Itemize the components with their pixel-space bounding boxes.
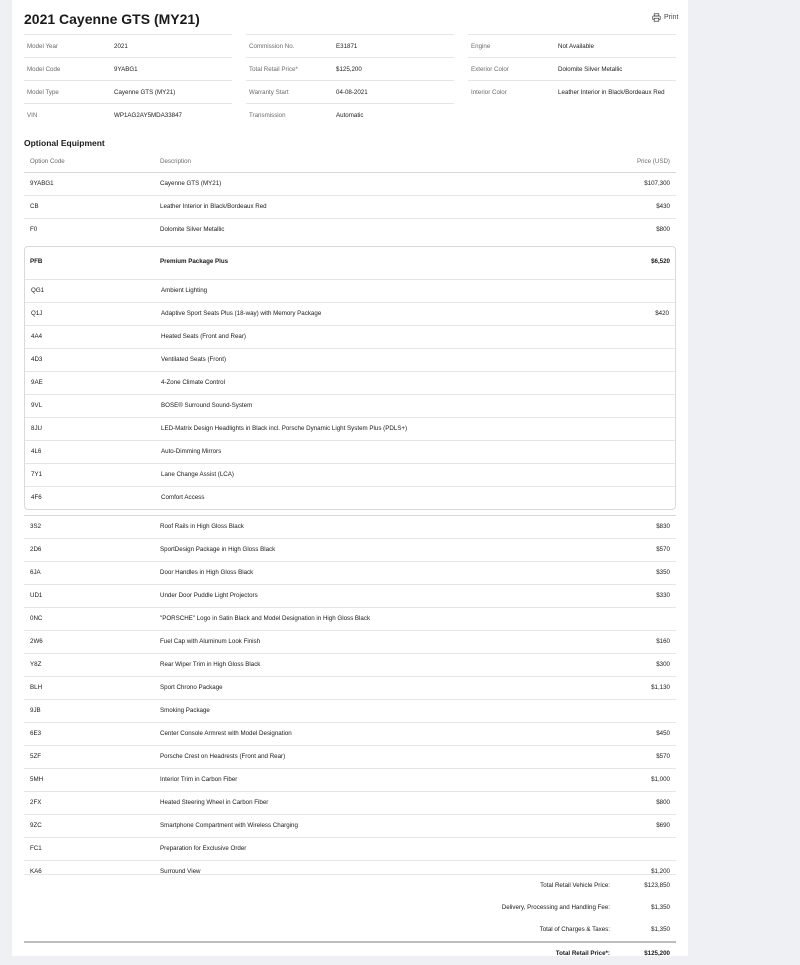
table-row bbox=[24, 837, 676, 860]
spec-value: $125,200 bbox=[336, 65, 362, 73]
spec-value: Leather Interior in Black/Bordeaux Red bbox=[558, 88, 665, 96]
option-price: $430 bbox=[656, 203, 670, 210]
package-item-row bbox=[25, 371, 675, 394]
total-label: Delivery, Processing and Handling Fee: bbox=[501, 904, 610, 911]
package-item-row bbox=[25, 394, 675, 417]
package-description: Premium Package Plus bbox=[160, 258, 229, 265]
option-code: 8JU bbox=[31, 425, 43, 432]
option-code: 9JB bbox=[30, 707, 41, 714]
grand-total-row bbox=[24, 941, 676, 965]
option-description: "PORSCHE" Logo in Satin Black and Model Designation in High Gloss Black bbox=[160, 615, 371, 622]
table-row bbox=[24, 538, 676, 561]
spec-row bbox=[24, 57, 232, 80]
option-description: Center Console Armrest with Model Designation bbox=[160, 730, 292, 737]
table-header bbox=[24, 153, 676, 172]
grand-total-label: Total Retail Price*: bbox=[555, 950, 610, 957]
total-value: $1,350 bbox=[651, 926, 670, 933]
option-code: 9VL bbox=[31, 402, 43, 409]
option-description: 4-Zone Climate Control bbox=[161, 379, 225, 386]
package-item-row bbox=[25, 279, 675, 302]
option-price: $690 bbox=[656, 822, 670, 829]
section-heading: Optional Equipment bbox=[24, 138, 105, 148]
package-item-row bbox=[25, 486, 675, 509]
table-row bbox=[24, 699, 676, 722]
price-totals bbox=[24, 874, 676, 965]
table-row bbox=[24, 630, 676, 653]
option-price: $350 bbox=[656, 569, 670, 576]
option-description: Cayenne GTS (MY21) bbox=[160, 180, 222, 187]
spec-label: Total Retail Price* bbox=[249, 65, 298, 73]
option-code: 6E3 bbox=[30, 730, 42, 737]
option-code: 7Y1 bbox=[31, 471, 43, 478]
table-row bbox=[24, 607, 676, 630]
spec-label: Model Type bbox=[27, 88, 59, 96]
spec-row bbox=[468, 80, 676, 103]
option-code: 4F6 bbox=[31, 494, 42, 501]
spec-row bbox=[24, 34, 232, 57]
option-description: Dolomite Silver Metallic bbox=[160, 226, 225, 233]
grand-total-value: $125,200 bbox=[644, 950, 670, 957]
spec-value: WP1AG2AY5MDA33847 bbox=[114, 111, 182, 119]
spec-label: Model Code bbox=[27, 65, 61, 73]
page-title: 2021 Cayenne GTS (MY21) bbox=[24, 11, 200, 27]
option-code: KA6 bbox=[30, 868, 42, 875]
table-row bbox=[24, 676, 676, 699]
table-row bbox=[24, 653, 676, 676]
table-row bbox=[24, 584, 676, 607]
printer-icon bbox=[652, 13, 661, 22]
table-row bbox=[24, 722, 676, 745]
option-price: $107,300 bbox=[644, 180, 670, 187]
option-description: Ambient Lighting bbox=[161, 287, 208, 294]
option-code: 4D3 bbox=[31, 356, 43, 363]
column-header-description: Description bbox=[160, 158, 191, 165]
spec-row bbox=[24, 80, 232, 103]
option-code: CB bbox=[30, 203, 39, 210]
option-code: 4L6 bbox=[31, 448, 42, 455]
total-row bbox=[24, 919, 676, 941]
option-price: $800 bbox=[656, 799, 670, 806]
option-price: $570 bbox=[656, 546, 670, 553]
premium-package-group bbox=[24, 246, 676, 510]
option-price: $570 bbox=[656, 753, 670, 760]
option-description: Door Handles in High Gloss Black bbox=[160, 569, 254, 576]
package-header-row bbox=[25, 247, 675, 279]
option-code: 5MH bbox=[30, 776, 44, 783]
option-description: Roof Rails in High Gloss Black bbox=[160, 523, 244, 530]
option-code: Q1J bbox=[31, 310, 43, 317]
spec-value: Cayenne GTS (MY21) bbox=[114, 88, 176, 96]
column-header-code: Option Code bbox=[30, 158, 65, 165]
package-item-row bbox=[25, 417, 675, 440]
option-description: BOSE® Surround Sound-System bbox=[161, 402, 253, 409]
total-value: $123,850 bbox=[644, 882, 670, 889]
spec-value: Automatic bbox=[336, 111, 364, 119]
option-description: SportDesign Package in High Gloss Black bbox=[160, 546, 276, 553]
table-row bbox=[24, 195, 676, 218]
option-description: Auto-Dimming Mirrors bbox=[161, 448, 222, 455]
column-header-price: Price (USD) bbox=[636, 158, 670, 165]
specs-column bbox=[246, 34, 454, 126]
spec-row bbox=[246, 34, 454, 57]
package-item-row bbox=[25, 325, 675, 348]
spec-row bbox=[468, 34, 676, 57]
option-description: Comfort Access bbox=[161, 494, 205, 501]
option-description: Smoking Package bbox=[160, 707, 210, 714]
option-description: Rear Wiper Trim in High Gloss Black bbox=[160, 661, 261, 668]
specs-column bbox=[24, 34, 232, 126]
option-code: 5ZF bbox=[30, 753, 42, 760]
option-description: Leather Interior in Black/Bordeaux Red bbox=[160, 203, 267, 210]
option-price: $1,130 bbox=[651, 684, 670, 691]
option-code: 6JA bbox=[30, 569, 41, 576]
total-label: Total of Charges & Taxes: bbox=[539, 926, 610, 933]
option-description: Under Door Puddle Light Projectors bbox=[160, 592, 258, 599]
option-description: Preparation for Exclusive Order bbox=[160, 845, 247, 852]
package-item-row bbox=[25, 440, 675, 463]
option-description: Heated Steering Wheel in Carbon Fiber bbox=[160, 799, 269, 806]
spec-label: Transmission bbox=[249, 111, 286, 119]
option-code: 4A4 bbox=[31, 333, 43, 340]
option-code: 2W6 bbox=[30, 638, 43, 645]
option-price: $420 bbox=[655, 310, 669, 317]
spec-label: Engine bbox=[471, 42, 491, 50]
spec-label: Warranty Start bbox=[249, 88, 289, 96]
option-code: QG1 bbox=[31, 287, 45, 294]
option-code: 9YABG1 bbox=[30, 180, 54, 187]
option-description: Heated Seats (Front and Rear) bbox=[161, 333, 246, 340]
option-price: $450 bbox=[656, 730, 670, 737]
option-code: 2D6 bbox=[30, 546, 42, 553]
option-price: $330 bbox=[656, 592, 670, 599]
option-code: 0NC bbox=[30, 615, 43, 622]
option-price: $1,000 bbox=[651, 776, 670, 783]
print-label: Print bbox=[664, 14, 679, 21]
table-row bbox=[24, 561, 676, 584]
total-row bbox=[24, 874, 676, 897]
option-code: BLH bbox=[30, 684, 43, 691]
option-description: Fuel Cap with Aluminum Look Finish bbox=[160, 638, 261, 645]
spec-value: Not Available bbox=[558, 42, 595, 50]
spec-row bbox=[246, 57, 454, 80]
package-item-row bbox=[25, 463, 675, 486]
option-code: F0 bbox=[30, 226, 38, 233]
option-description: Interior Trim in Carbon Fiber bbox=[160, 776, 238, 783]
option-price: $160 bbox=[656, 638, 670, 645]
option-description: Porsche Crest on Headrests (Front and Rear) bbox=[160, 753, 286, 760]
package-item-row bbox=[25, 302, 675, 325]
option-description: Ventilated Seats (Front) bbox=[161, 356, 227, 363]
package-code: PFB bbox=[30, 258, 43, 265]
spec-value: 9YABG1 bbox=[114, 65, 138, 73]
option-description: LED-Matrix Design Headlights in Black incl. Porsche Dynamic Light System Plus (PDLS+) bbox=[161, 425, 408, 432]
equipment-table bbox=[24, 172, 676, 883]
option-code: 9ZC bbox=[30, 822, 42, 829]
spec-row bbox=[468, 57, 676, 80]
option-code: FC1 bbox=[30, 845, 42, 852]
spec-value: 2021 bbox=[114, 42, 128, 50]
option-code: 3S2 bbox=[30, 523, 42, 530]
vehicle-details-card bbox=[12, 0, 688, 956]
spec-label: Model Year bbox=[27, 42, 58, 50]
spec-value: E31871 bbox=[336, 42, 358, 50]
spec-label: Interior Color bbox=[471, 88, 507, 96]
spec-row bbox=[246, 103, 454, 126]
spec-label: Exterior Color bbox=[471, 65, 509, 73]
spec-value: Dolomite Silver Metallic bbox=[558, 65, 623, 73]
option-description: Smartphone Compartment with Wireless Charging bbox=[160, 822, 298, 829]
option-price: $830 bbox=[656, 523, 670, 530]
spec-row bbox=[246, 80, 454, 103]
total-row bbox=[24, 897, 676, 919]
table-row bbox=[24, 745, 676, 768]
table-row bbox=[24, 814, 676, 837]
option-code: 9AE bbox=[31, 379, 43, 386]
table-row bbox=[24, 515, 676, 538]
table-row bbox=[24, 218, 676, 241]
option-code: 2FX bbox=[30, 799, 42, 806]
option-description: Lane Change Assist (LCA) bbox=[161, 471, 234, 478]
total-value: $1,350 bbox=[651, 904, 670, 911]
total-label: Total Retail Vehicle Price: bbox=[540, 882, 610, 889]
option-code: UD1 bbox=[30, 592, 43, 599]
option-price: $300 bbox=[656, 661, 670, 668]
option-code: Y8Z bbox=[30, 661, 42, 668]
table-row bbox=[24, 791, 676, 814]
option-price: $1,200 bbox=[651, 868, 670, 875]
option-price: $800 bbox=[656, 226, 670, 233]
print-button[interactable] bbox=[652, 13, 678, 22]
option-description: Surround View bbox=[160, 868, 201, 875]
table-row bbox=[24, 768, 676, 791]
option-description: Sport Chrono Package bbox=[160, 684, 223, 691]
spec-value: 04-08-2021 bbox=[336, 88, 368, 96]
table-row bbox=[24, 172, 676, 195]
option-description: Adaptive Sport Seats Plus (18-way) with Memory Package bbox=[161, 310, 322, 317]
spec-label: Commission No. bbox=[249, 42, 295, 50]
package-item-row bbox=[25, 348, 675, 371]
package-price: $6,520 bbox=[651, 258, 670, 265]
specs-column bbox=[468, 34, 676, 103]
spec-label: VIN bbox=[27, 111, 38, 119]
spec-row bbox=[24, 103, 232, 126]
